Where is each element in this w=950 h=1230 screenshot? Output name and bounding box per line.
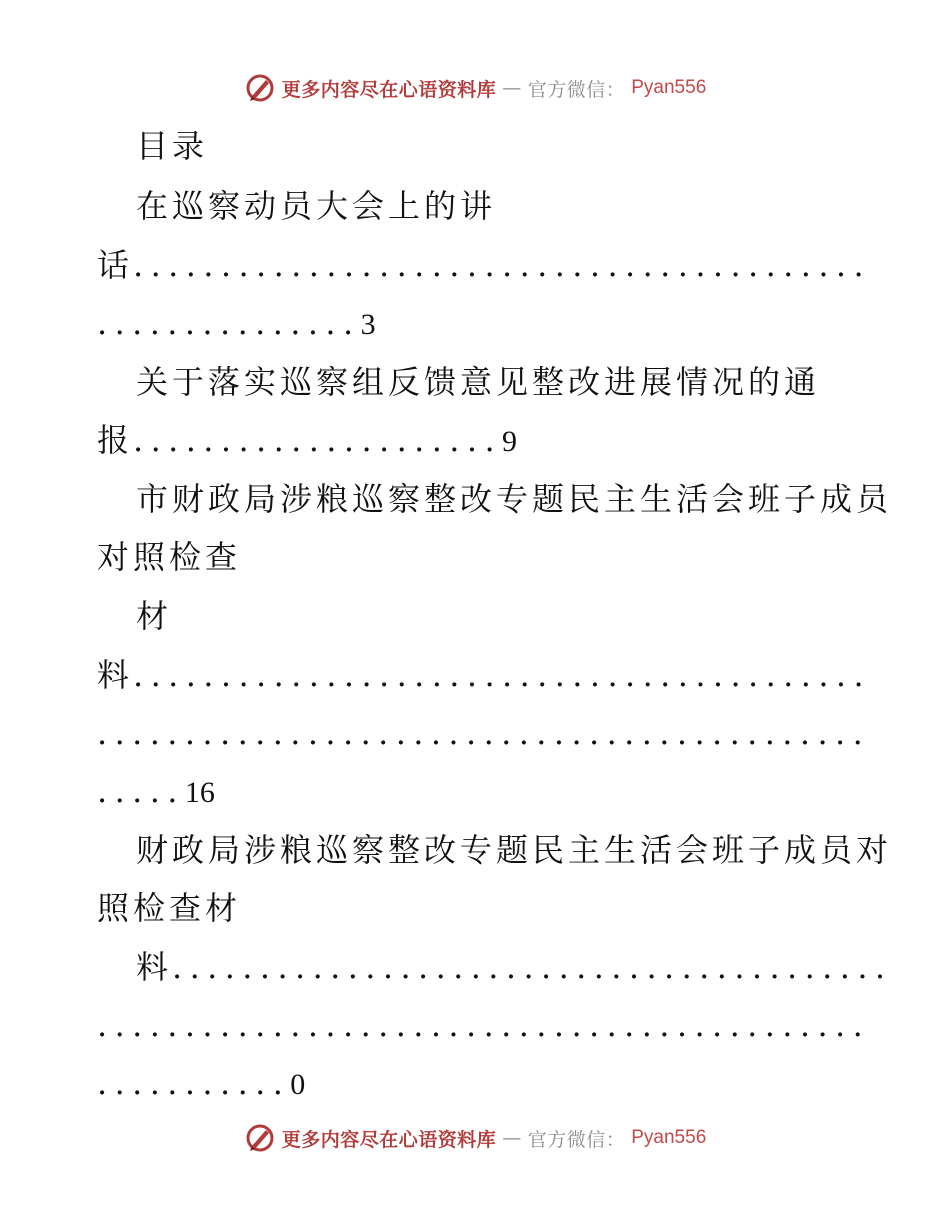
- toc-item-4-page: 0: [290, 1068, 306, 1101]
- toc-item-2-line2: [97, 420, 517, 462]
- banner-text: 更多内容尽在心语资料库: [281, 1128, 497, 1151]
- banner-text: 更多内容尽在心语资料库: [281, 78, 497, 101]
- toc-item-3-line6: [97, 771, 215, 813]
- banner: [244, 72, 707, 104]
- toc-item-2-leader: .....................: [133, 421, 503, 459]
- toc-item-1-leader: ..........................................: [133, 246, 872, 284]
- toc-item-3-title-cont-3: 料: [97, 656, 134, 694]
- toc-item-3-leader-end: .....: [97, 772, 185, 810]
- banner-wechat-id: Pyan556: [631, 1127, 707, 1148]
- toc-item-3-leader-cont: ............................................: [97, 714, 871, 752]
- toc-item-4-line5: [97, 1063, 305, 1105]
- toc-item-1-page: 3: [360, 308, 376, 341]
- pen-logo-icon: [244, 72, 276, 104]
- pen-logo-icon: [244, 1122, 276, 1154]
- toc-item-3-line4: [97, 655, 871, 695]
- banner-wechat-id: Pyan556: [631, 77, 707, 98]
- footer-banner: [0, 1122, 950, 1154]
- toc-item-2-page: 9: [502, 425, 518, 458]
- toc-item-2-title-cont: 报: [97, 421, 134, 459]
- banner-footer: [244, 1122, 707, 1154]
- banner-label: 官方微信：: [527, 1128, 626, 1151]
- toc-heading: 目录: [136, 127, 209, 165]
- toc-item-4-title: 财政局涉粮巡察整改专题民主生活会班子成员对: [136, 831, 893, 869]
- toc-item-4-line4: [97, 1005, 870, 1045]
- toc-item-4-title-cont: 照检查材: [97, 889, 242, 927]
- toc-item-3-title-cont-2: 材: [136, 597, 173, 635]
- toc-item-4-title-cont-2: 料: [136, 948, 173, 986]
- toc-item-3-leader: ..........................................: [133, 656, 872, 694]
- header-banner: [0, 72, 950, 104]
- toc-item-3-line5: [97, 713, 870, 753]
- toc-item-2-title: 关于落实巡察组反馈意见整改进展情况的通: [136, 363, 821, 401]
- toc-item-3-title: 市财政局涉粮巡察整改专题民主生活会班子成员: [136, 480, 893, 518]
- toc-item-4-leader-cont: ............................................: [97, 1006, 871, 1044]
- toc-item-4-leader: .........................................: [172, 948, 893, 986]
- toc-item-1-line2: [97, 245, 871, 285]
- toc-item-1-title: 在巡察动员大会上的讲: [136, 187, 497, 225]
- banner-separator: —: [502, 77, 522, 99]
- toc-item-4-leader-end: ...........: [97, 1064, 291, 1102]
- banner-label: 官方微信：: [527, 78, 626, 101]
- toc-item-3-title-cont: 对照检查: [97, 538, 242, 576]
- toc-item-1-leader-cont: ...............: [97, 304, 361, 342]
- toc-item-4-line3: [136, 947, 892, 987]
- banner-separator: —: [502, 1127, 522, 1149]
- toc-item-3-page: 16: [184, 776, 215, 809]
- toc-item-1-title-cont: 话: [97, 246, 134, 284]
- toc-item-1-line3: [97, 303, 376, 345]
